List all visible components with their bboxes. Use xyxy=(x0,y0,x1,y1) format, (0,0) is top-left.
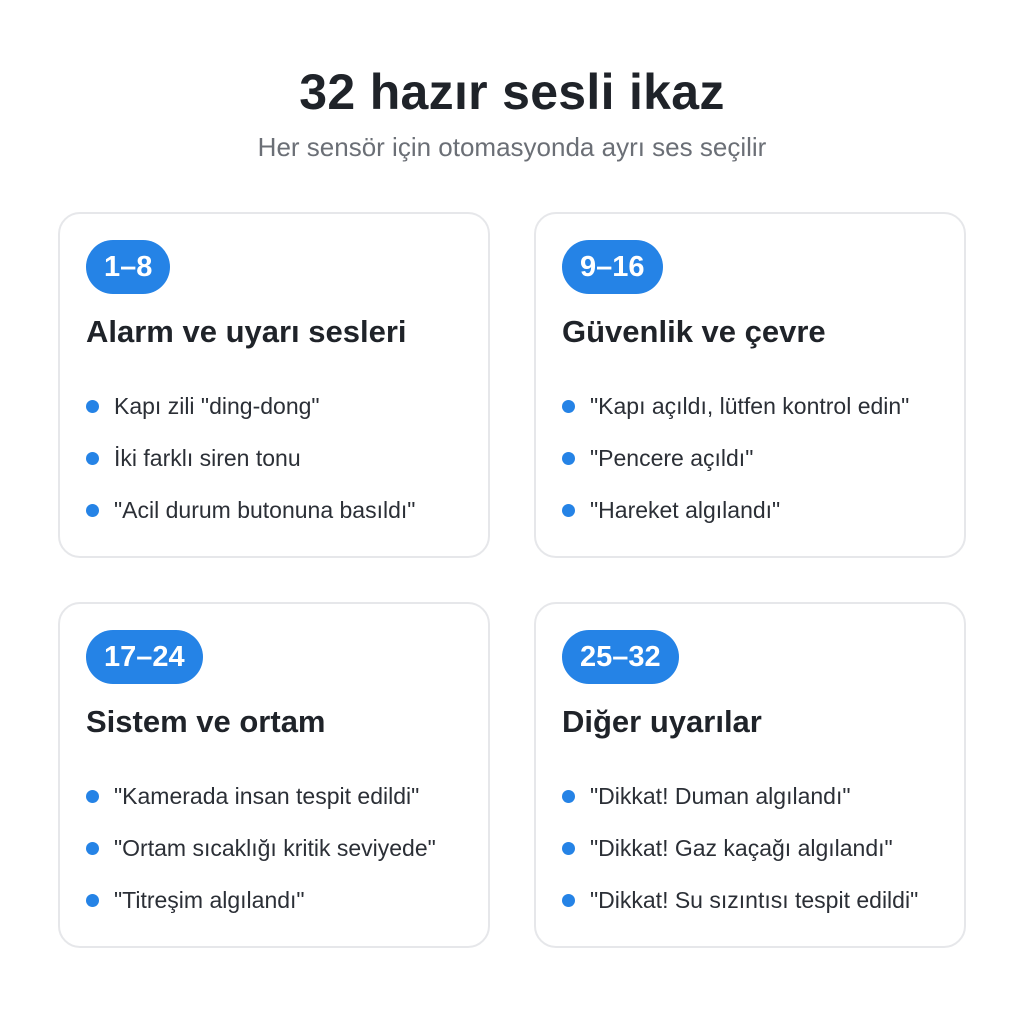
list-item-label: İki farklı siren tonu xyxy=(114,444,301,471)
list-item xyxy=(86,432,415,484)
range-badge: 1–8 xyxy=(86,240,170,294)
list-item-label: "Dikkat! Duman algılandı" xyxy=(590,782,851,809)
list-item xyxy=(86,380,415,432)
bullet-dot-icon xyxy=(86,400,99,413)
bullet-dot-icon xyxy=(86,452,99,465)
list-item xyxy=(562,380,909,432)
list-item-label: "Titreşim algılandı" xyxy=(114,886,305,913)
bullet-dot-icon xyxy=(562,504,575,517)
list-item-label: "Ortam sıcaklığı kritik seviyede" xyxy=(114,834,436,861)
card-title: Diğer uyarılar xyxy=(562,704,762,739)
bullet-dot-icon xyxy=(562,894,575,907)
list-item-label: "Kapı açıldı, lütfen kontrol edin" xyxy=(590,392,910,419)
bullet-dot-icon xyxy=(562,790,575,803)
list-item-label: "Dikkat! Su sızıntısı tespit edildi" xyxy=(590,886,919,913)
sound-list xyxy=(562,770,918,926)
range-badge: 9–16 xyxy=(562,240,663,294)
list-item xyxy=(562,874,918,926)
bullet-dot-icon xyxy=(86,504,99,517)
sound-group-card-alarm xyxy=(58,212,490,558)
list-item-label: "Kamerada insan tespit edildi" xyxy=(114,782,420,809)
bullet-dot-icon xyxy=(562,842,575,855)
list-item xyxy=(86,770,436,822)
card-title: Sistem ve ortam xyxy=(86,704,326,739)
range-badge: 17–24 xyxy=(86,630,203,684)
list-item xyxy=(86,874,436,926)
card-title: Güvenlik ve çevre xyxy=(562,314,826,349)
list-item-label: "Acil durum butonuna basıldı" xyxy=(114,496,416,523)
list-item xyxy=(562,770,918,822)
page-subtitle: Her sensör için otomasyonda ayrı ses seçilir xyxy=(257,132,767,162)
list-item xyxy=(562,432,909,484)
sound-group-card-security xyxy=(534,212,966,558)
list-item-label: "Pencere açıldı" xyxy=(590,444,754,471)
card-title: Alarm ve uyarı sesleri xyxy=(86,314,407,349)
bullet-dot-icon xyxy=(86,790,99,803)
list-item xyxy=(86,822,436,874)
bullet-dot-icon xyxy=(86,894,99,907)
list-item xyxy=(562,484,909,536)
sound-list xyxy=(86,770,436,926)
page-title: 32 hazır sesli ikaz xyxy=(299,64,725,120)
bullet-dot-icon xyxy=(86,842,99,855)
sound-list xyxy=(562,380,909,536)
sound-list xyxy=(86,380,415,536)
sound-group-card-system xyxy=(58,602,490,948)
sound-group-card-other xyxy=(534,602,966,948)
bullet-dot-icon xyxy=(562,400,575,413)
list-item-label: Kapı zili "ding-dong" xyxy=(114,392,320,419)
list-item-label: "Dikkat! Gaz kaçağı algılandı" xyxy=(590,834,893,861)
range-badge: 25–32 xyxy=(562,630,679,684)
list-item-label: "Hareket algılandı" xyxy=(590,496,781,523)
bullet-dot-icon xyxy=(562,452,575,465)
list-item xyxy=(562,822,918,874)
list-item xyxy=(86,484,415,536)
